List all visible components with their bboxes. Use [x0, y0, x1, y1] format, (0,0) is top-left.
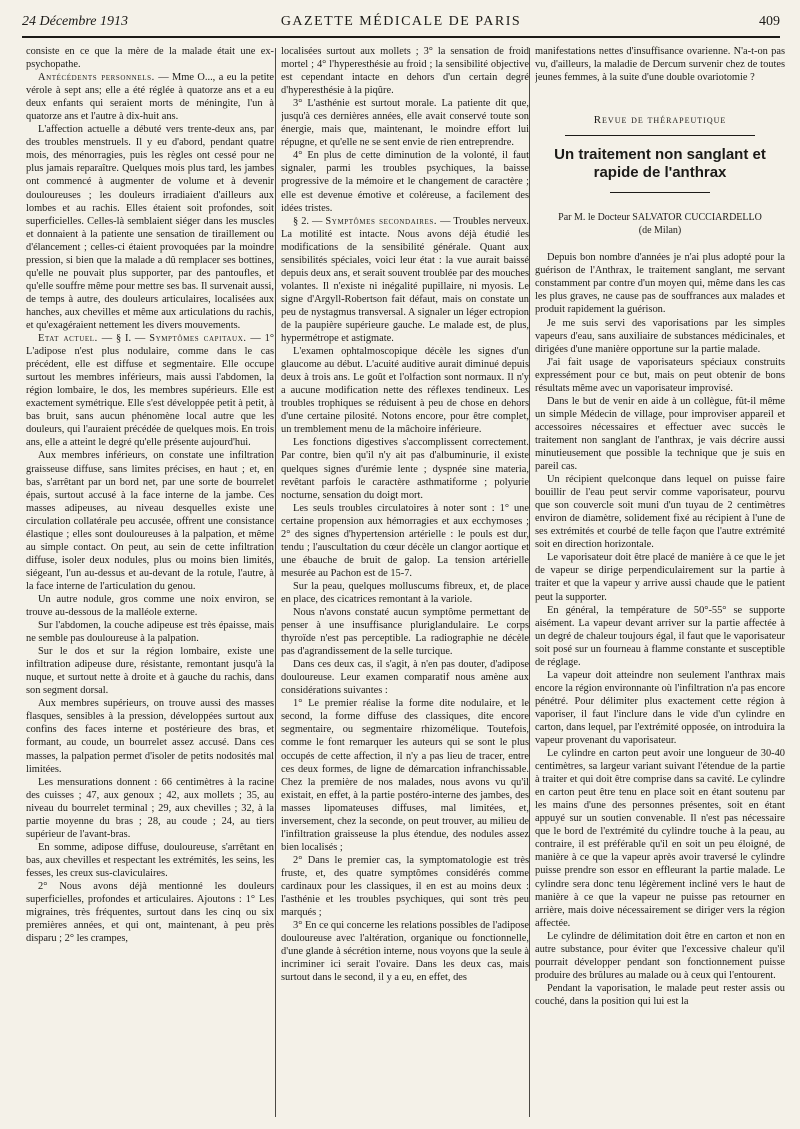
- paragraph: L'affection actuelle a débuté vers trente-deux ans, par des troubles menstruels. Il y eu d'abord, pendant quatre mois, des ménorragies, puis les règles ont cessé pour ne plus jamais reparaître. Quelques mois plus tard, les jambes ont commencé à augmenter de volume et à devenir douloureuses ; les douleurs irradiaient d'ailleurs aux lombes et au rachis. Elles étaient soit profondes, soit superficielles. Celles-là semblaient siéger dans les muscles et donnaient à la patiente une sensation de tiraillement ou d'élancement ; celles-ci étaient provoquées par la moindre pression, si bien que la malade a dû remplacer ses bottines, qu'elle ne pouvait plus supporter, par des pantoufles, et qu'elle souffre même pour mettre ses bas. Il survenait aussi, de temps à autre, des douleurs articulaires, localisées aux hanches, aux chevilles et même aux articulations du rachis, et qu'exagéraient nettement les divers mouvements.: [26, 124, 274, 331]
- column-3: [535, 45, 785, 1120]
- section-heading: Antécédents personnels.: [38, 72, 155, 84]
- section-number: § 2. —: [293, 215, 326, 227]
- running-head: [22, 6, 780, 38]
- column-1: [26, 45, 274, 1120]
- page-number: 409: [759, 14, 780, 29]
- column-rule-right: [529, 48, 530, 1117]
- paragraph: Dans le but de venir en aide à un collègue, fût-il même un simple Médecin de village, pour improviser appareil et accessoires nécessaires et effectuer avec succès le traitement non sanglant de l'anthrax, je vais décrire aussi minutieusement que possible la technique que je suis en pareil cas.: [535, 395, 785, 473]
- paragraph: La vapeur doit atteindre non seulement l'anthrax mais encore la région environnante où l'infiltration n'a pas encore pénétré. Pour délimiter plus exactement cette région à vaporiser, il faut l'inclure dans le vide d'un cylindre en carton, dans lequel, par l'extrémité opposée, on introduira la vapeur provenant du vaporisateur.: [535, 669, 785, 747]
- paragraph-symptomes-secondaires: [281, 215, 529, 345]
- column-rule-left: [275, 48, 276, 1117]
- divider: [610, 192, 710, 193]
- paragraph-antecedents: [26, 71, 274, 123]
- paragraph: 3° En ce qui concerne les relations possibles de l'adipose douloureuse avec l'altération, organique ou fonctionnelle, d'une glande à sécrétion interne, nous voyons que la seule à incriminer ici serait l'ovaire. Dans les deux cas, mais surtout dans le second, il y a eu, en effet, des: [281, 920, 529, 984]
- subsection-heading: Symptômes secondaires.: [325, 215, 438, 227]
- section-heading: Etat actuel.: [38, 333, 98, 345]
- issue-date: 24 Décembre 1913: [22, 14, 129, 29]
- paragraph: En général, la température de 50°-55° se supporte aisément. La vapeur devant arriver sur la partie affectée à un degré de chaleur toujours égal, il faut que le vaporisateur soit posé sur un fourneau à flamme constante et susceptible de réglage.: [535, 604, 785, 668]
- paragraph: 4° En plus de cette diminution de la volonté, il faut signaler, parmi les troubles psychiques, la baisse progressive de la mémoire et le changement de caractère ; elle est devenue émotive et coléreuse, a facilement des idées tristes.: [281, 150, 529, 214]
- paragraph: consiste en ce que la mère de la malade était une ex-psychopathe.: [26, 46, 274, 71]
- paragraph: 2° Dans le premier cas, la symptomatologie est très fruste, et, des quatre symptômes considérés comme cardinaux pour les classiques, il en est au moins deux : l'asthénie et les troubles psychiques, qui sont très peu marqués ;: [281, 854, 529, 919]
- paragraph-text: — Mme O..., a eu la petite vérole à sept ans; elle a été réglée à quatorze ans et a eu deux enfants qui seraient morts de méningite, l'un à quatorze ans et l'autre à dix-huit ans.: [26, 72, 274, 123]
- section-separator: — § I. —: [97, 333, 150, 345]
- paragraph: Le cylindre en carton peut avoir une longueur de 30-40 centimètres, sa largeur variant suivant l'étendue de la partie à traiter et qui doit être comprise dans sa cavité. Le cylindre en carton peut être tenu en place soit en étant soutenu par les mains d'une des personnes présentes, soit en étant appuyé sur un soutien convenable. Il n'est pas nécessaire que le bord de l'extrémité du cylindre touche à la peau, au contraire, il est préférable qu'il en soit un peu éloigné, de manière à ce que la vapeur après avoir traversé le cylindre puisse prendre son essor en effleurant la partie malade. Le cylindre sera donc tenu légèrement incliné vers le haut de manière à ce que la vapeur ne puisse pas retourner en arrière, mais doive nécessairement se diriger vers la région affectée.: [535, 748, 785, 929]
- paragraph-text: — Troubles nerveux. La motilité est intacte. Nous avons déjà étudié les modifications de la sensibilité générale. Quant aux sensibilités spéciales, voici leur état : la vue aurait baissé depuis deux ans, et serait souvent troublée par des mouches volantes. Il n'existe ni inégalité pupillaire, ni myosis. Le signe d'Argyll-Robertson fait défaut, mais on constate un peu de nystagmus transversal. A signaler un léger ectropion de la paupière supérieure gauche. Le malade est, de plus, hypermétrope et astigmate.: [281, 215, 529, 345]
- paragraph: 3° L'asthénie est surtout morale. La patiente dit que, jusqu'à ces dernières années, elle avait conservé toute son énergie, mais que, maintenant, le moindre effort lui répugne, et qu'elle ne se sent envie de rien entreprendre.: [281, 98, 529, 149]
- paragraph: En somme, adipose diffuse, douloureuse, s'arrêtant en bas, aux chevilles et respectant les extrémités, les seins, les fesses, les creux sus-claviculaires.: [26, 841, 274, 879]
- paragraph-etat-actuel: [26, 332, 274, 449]
- paragraph: manifestations nettes d'insuffisance ovarienne. N'a-t-on pas vu, d'ailleurs, la maladie de Dercum survenir chez de toutes jeunes femmes, à la suite d'une double ovariotomie ?: [535, 46, 785, 84]
- subsection-heading: Symptômes capitaux.: [149, 333, 247, 345]
- paragraph: Sur l'abdomen, la couche adipeuse est très épaisse, mais ne semble pas douloureuse à la palpation.: [26, 620, 274, 645]
- paragraph: Le cylindre de délimitation doit être en carton et non en autre substance, pour éviter que l'excessive chaleur qu'il pourrait développer pendant son fonctionnement puisse produire des brûlures au malade ou à ceux qui l'entourent.: [535, 930, 785, 981]
- paragraph: Aux membres supérieurs, on trouve aussi des masses flasques, sensibles à la pression, développées surtout aux confins des faces interne et postérieure des bras, et formant, au coude, un bourrelet assez accusé. Dans ces masses, la palpation permet d'isoler de petits nodosités mal limitées.: [26, 698, 274, 775]
- divider: [565, 135, 755, 136]
- section-title-revue: Revue de thérapeutique: [593, 114, 727, 127]
- paragraph: Nous n'avons constaté aucun symptôme permettant de penser à une insuffisance pluriglandulaire. Le corps thyroïde n'est pas perceptible. La radiographie ne décèle pas d'agrandissement de la selle turcique.: [281, 607, 529, 658]
- paragraph: Depuis bon nombre d'années je n'ai plus adopté pour la guérison de l'Anthrax, le traitement sanglant, me servant constamment par contre d'un moyen qui, même dans les cas les plus graves, ne cause pas de souffrances aux malades et produit rapidement la guérison.: [535, 252, 785, 316]
- journal-title: GAZETTE MÉDICALE DE PARIS: [280, 14, 522, 29]
- paragraph: Un récipient quelconque dans lequel on puisse faire bouillir de l'eau peut servir comme vaporisateur, pourvu que son couvercle soit muni d'un tuyau de 2 centimètres environ de diamètre, solidement fixé au récipient à l'une de ses extrémités et courbé de telle façon que l'autre extrémité soit en direction horizontale.: [535, 474, 785, 551]
- article-title: Un traitement non sanglant et rapide de l'anthrax: [554, 146, 766, 182]
- column-2: [281, 45, 529, 1120]
- paragraph: Aux membres inférieurs, on constate une infiltration graisseuse diffuse, sans limites précises, en haut ; et, en bas, s'arrêtant par un bord net, par une sorte de bourrelet épais, surtout accusé à la face interne de la jambe. Ces masses adipeuses, au niveau desquelles existe une circulation collatérale peu accusée, offrent une consistance élastique ; elles sont douloureuses à la palpation, et même au simple contact. On peut, au sein de cette infiltration diffuse, isoler deux nodules, plus ou moins bien limités, siégeant, l'un au-dessus et au-devant de la rotule, l'autre, à la face interne de l'articulation du genou.: [26, 450, 274, 592]
- paragraph: Sur le dos et sur la région lombaire, existe une infiltration adipeuse dure, résistante, remontant jusqu'à la nuque, et surtout nette à droite et à gauche du rachis, dans son segment dorsal.: [26, 646, 274, 697]
- paragraph: 1° Le premier réalise la forme dite nodulaire, et le second, la forme diffuse des classiques, dite encore segmentaire, ou segmentaire rhizomélique. Toutefois, comme le font remarquer les auteurs qui se sont le plus occupés de cette affection, il n'y a pas lieu de tracer, entre ces deux formes, de ligne de démarcation infranchissable. Chez la première de nos malades, nous avons vu qu'il existait, en effet, à la partie postéro-interne des jambes, des masses lipomateuses diffuses, mal limitées, et, inversement, chez la seconde, on peut trouver, au milieu de l'infiltration graisseuse la plus étendue, des nodules assez bien localisés ;: [281, 698, 529, 853]
- paragraph: J'ai fait usage de vaporisateurs spéciaux construits expressément pour ce but, mais on peut obtenir de bons résultats même avec un vaporisateur improvisé.: [535, 356, 785, 394]
- paragraph: Je me suis servi des vaporisations par les simples vapeurs d'eau, sans auxiliaire de substances médicinales, et dirigées d'une manière opportune sur la partie malade.: [535, 317, 785, 355]
- article-byline: Par M. le Docteur SALVATOR CUCCIARDELLO: [558, 212, 762, 224]
- paragraph: Dans ces deux cas, il s'agit, à n'en pas douter, d'adipose douloureuse. Leur examen comparatif nous amène aux considérations suivantes :: [281, 659, 529, 697]
- article-byline-location: (de Milan): [638, 225, 682, 237]
- paragraph: Un autre nodule, gros comme une noix environ, se trouve au-dessous de la malléole externe.: [26, 593, 274, 619]
- paragraph: Le vaporisateur doit être placé de manière à ce que le jet de vapeur se dirige perpendiculairement sur la partie à traiter et que la vapeur y arrive aussi chaude que le patient peut la supporter.: [535, 552, 785, 603]
- paragraph: Les mensurations donnent : 66 centimètres à la racine des cuisses ; 47, aux genoux ; 42, aux mollets ; 35, au niveau du bourrelet terminal ; 29, aux chevilles ; 32, à la partie moyenne du bras ; 28, au coude ; 24, au tiers supérieur de l'avant-bras.: [26, 776, 274, 840]
- paragraph: Les seuls troubles circulatoires à noter sont : 1° une certaine propension aux hémorragies et aux ecchymoses ; 2° des signes d'hypertension artérielle : le pouls est dur, tendu ; l'auscultation du cœur décèle un clangor aortique et une ébauche de bruit de galop. La tension artérielle mesurée au Pachon est de 15-7.: [281, 502, 529, 579]
- paragraph: Pendant la vaporisation, le malade peut rester assis ou couché, dans la position qui lui est la: [535, 982, 785, 1007]
- paragraph: localisées surtout aux mollets ; 3° la sensation de froid mortel ; 4° l'hyperesthésie au froid ; la sensibilité objective est cependant intacte en dehors d'un certain degré d'hyperesthésie à la piqûre.: [281, 46, 529, 97]
- paragraph-text: — 1° L'adipose n'est plus nodulaire, comme dans le cas précédent, elle est diffuse et segmentaire. Elle occupe surtout les membres inférieurs, mais aussi l'abdomen, la région lombaire, le dos, les membres supérieurs. Elle est exactement symétrique. Elle s'est développée petit à petit, à bas bruit, sans aucun phénomène local autre que les douleurs, qui l'auraient précédée de quelques mois. En trois ans, elle a atteint le degré qu'elle présente aujourd'hui.: [26, 333, 274, 449]
- paragraph: Sur la peau, quelques molluscums fibreux, et, de place en place, des cicatrices remontant à la variole.: [281, 580, 529, 605]
- paragraph: 2° Nous avons déjà mentionné les douleurs superficielles, profondes et articulaires. Ajoutons : 1° Les migraines, très fréquentes, surtout dans les cinq ou six premières années, et qui ont, maintenant, à peu près disparu ; 2° les crampes,: [26, 881, 274, 945]
- paragraph: Les fonctions digestives s'accomplissent correctement. Par contre, bien qu'il n'y ait pas d'albuminurie, il existe quelques signes d'urémie lente ; dyspnée sine materia, revêtant parfois le caractère asthmatiforme ; polyurie nocturne, sensation du doigt mort.: [281, 437, 529, 501]
- paragraph: L'examen ophtalmoscopique décèle les signes d'un glaucome au début. L'acuité auditive aurait diminué depuis deux à trois ans. Le goût et l'olfaction sont normaux. Il n'y a aucune modification nette des réflexes tendineux. Les troubles trophiques se réduisent à peu de chose en dehors d'une certaine pilosité. Notons encore, pour être complet, un tremblement menu de la mâchoire inférieure.: [281, 346, 529, 436]
